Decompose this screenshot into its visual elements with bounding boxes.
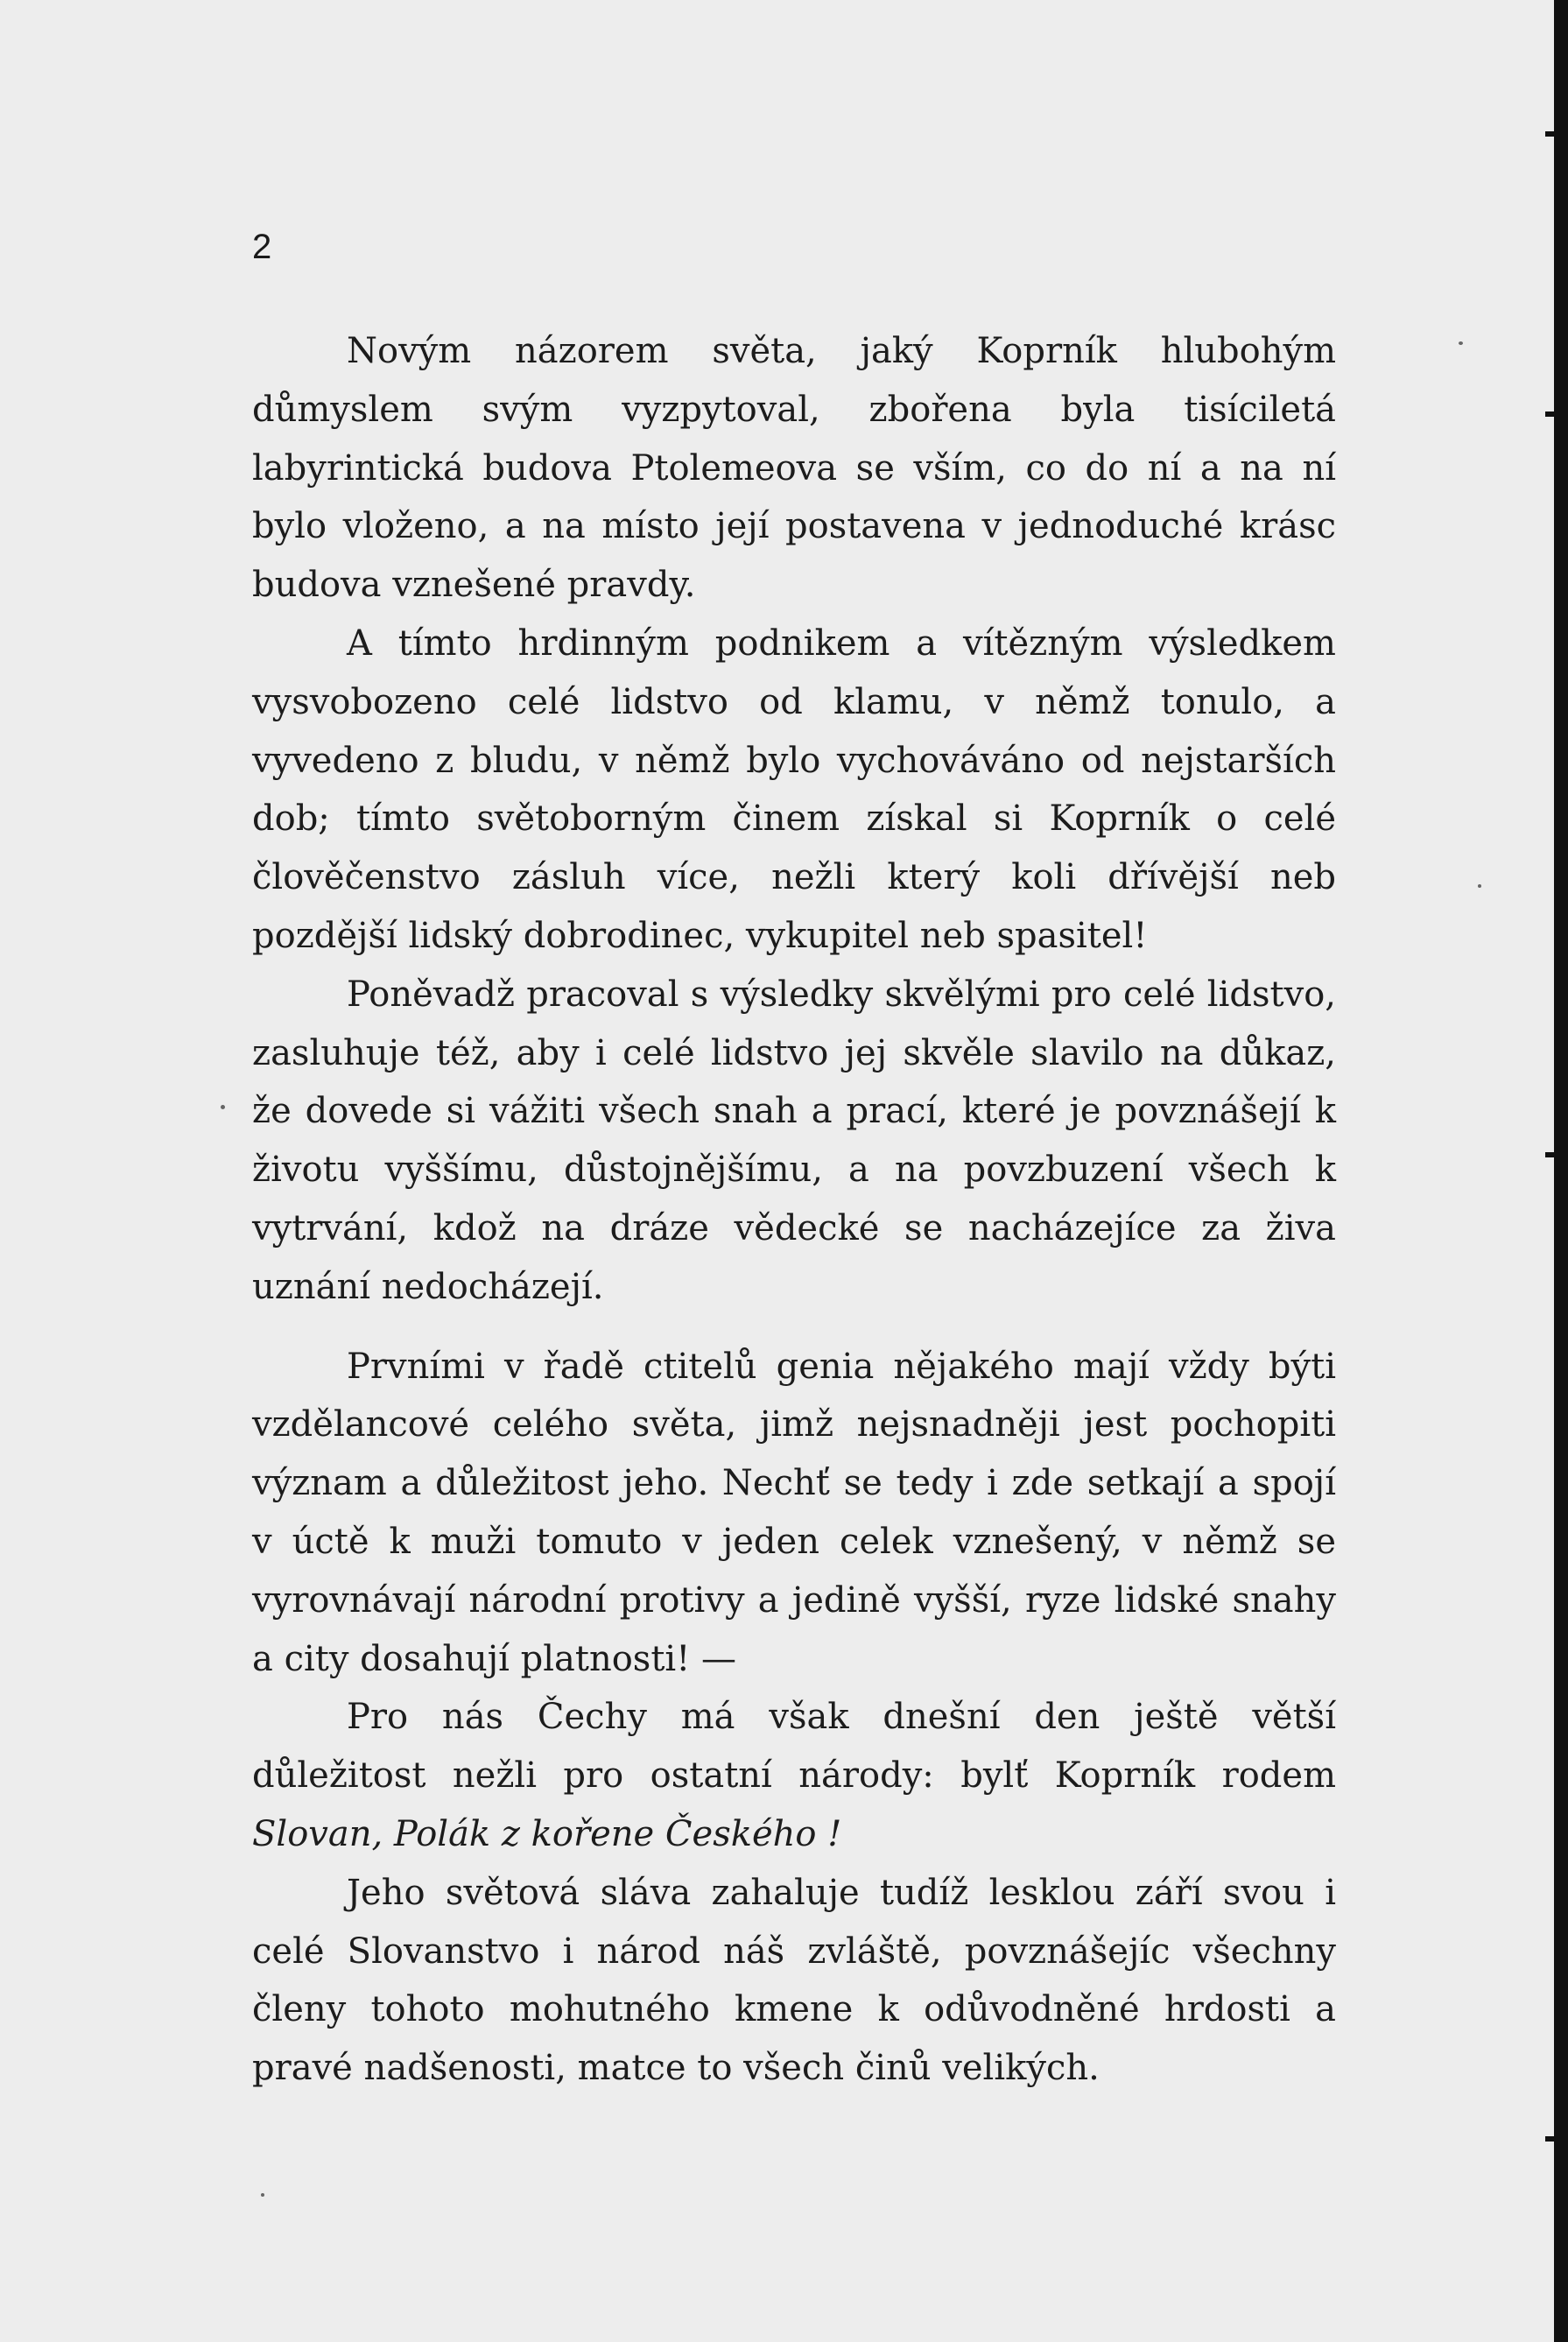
paragraph-text: Pro nás Čechy má však dnešní den ještě větší důležitost nežli pro ostatní národy: bylť Koprník rodem <box>252 1697 1336 1797</box>
body-text <box>252 322 1336 2098</box>
scan-speck <box>221 1105 225 1109</box>
edge-mark <box>1545 131 1568 137</box>
paragraph: Prvními v řadě ctitelů genia nějakého mají vždy býti vzdělancové celého světa, jimž nejsnadněji jest pochopiti význam a důležitost jeho. Nechť se tedy i zde setkají a spojí v úctě k muži tomuto v jeden celek vznešený, v němž se vyrovnávají národní protivy a jedině vyšší, ryze lidské snahy a city dosahují platnosti! — <box>252 1346 1336 1679</box>
edge-mark <box>1545 1152 1568 1157</box>
paragraph: A tímto hrdinným podnikem a vítězným výsledkem vysvobozeno celé lidstvo od klamu, v němž tonulo, a vyvedeno z bludu, v němž bylo vychováváno od nejstarších dob; tímto světoborným činem získal si Koprník o celé člověčenstvo zásluh více, nežli který koli dřívější neb pozdější lidský dobrodinec, vykupitel neb spasitel! <box>252 622 1336 956</box>
scan-speck <box>1478 884 1481 888</box>
page-edge-shadow <box>1554 0 1568 2342</box>
paragraph: Jeho světová sláva zahaluje tudíž lesklou září svou i celé Slovanstvo i národ náš zvláště, povznášejíc všechny členy tohoto mohutného kmene k odůvodněné hrdosti a pravé nadšenosti, matce to všech činů velikých. <box>252 1872 1336 2089</box>
edge-mark <box>1545 411 1568 417</box>
paragraph <box>252 1688 1336 1863</box>
emphasized-text: Slovan, Polák z kořene Českého ! <box>252 1813 842 1854</box>
paragraph: Poněvadž pracoval s výsledky skvělými pro celé lidstvo, zasluhuje též, aby i celé lidstvo jej skvěle slavilo na důkaz, že dovede si vážiti všech snah a prací, které je povznášejí k životu vyššímu, důstojnějšímu, a na povzbuzení všech k vytrvání, kdož na dráze vědecké se nacházejíce za živa uznání nedocházejí. <box>252 974 1336 1307</box>
page-number: 2 <box>252 228 272 266</box>
scan-speck <box>261 2193 264 2197</box>
edge-mark <box>1545 2136 1568 2142</box>
scan-speck <box>1459 341 1463 345</box>
paragraph: Novým názorem světa, jaký Koprník hlubohým důmyslem svým vyzpytoval, zbořena byla tisíciletá labyrintická budova Ptolemeova se vším, co do ní a na ní bylo vloženo, a na místo její postavena v jednoduché krásc budova vznešené pravdy. <box>252 331 1336 606</box>
